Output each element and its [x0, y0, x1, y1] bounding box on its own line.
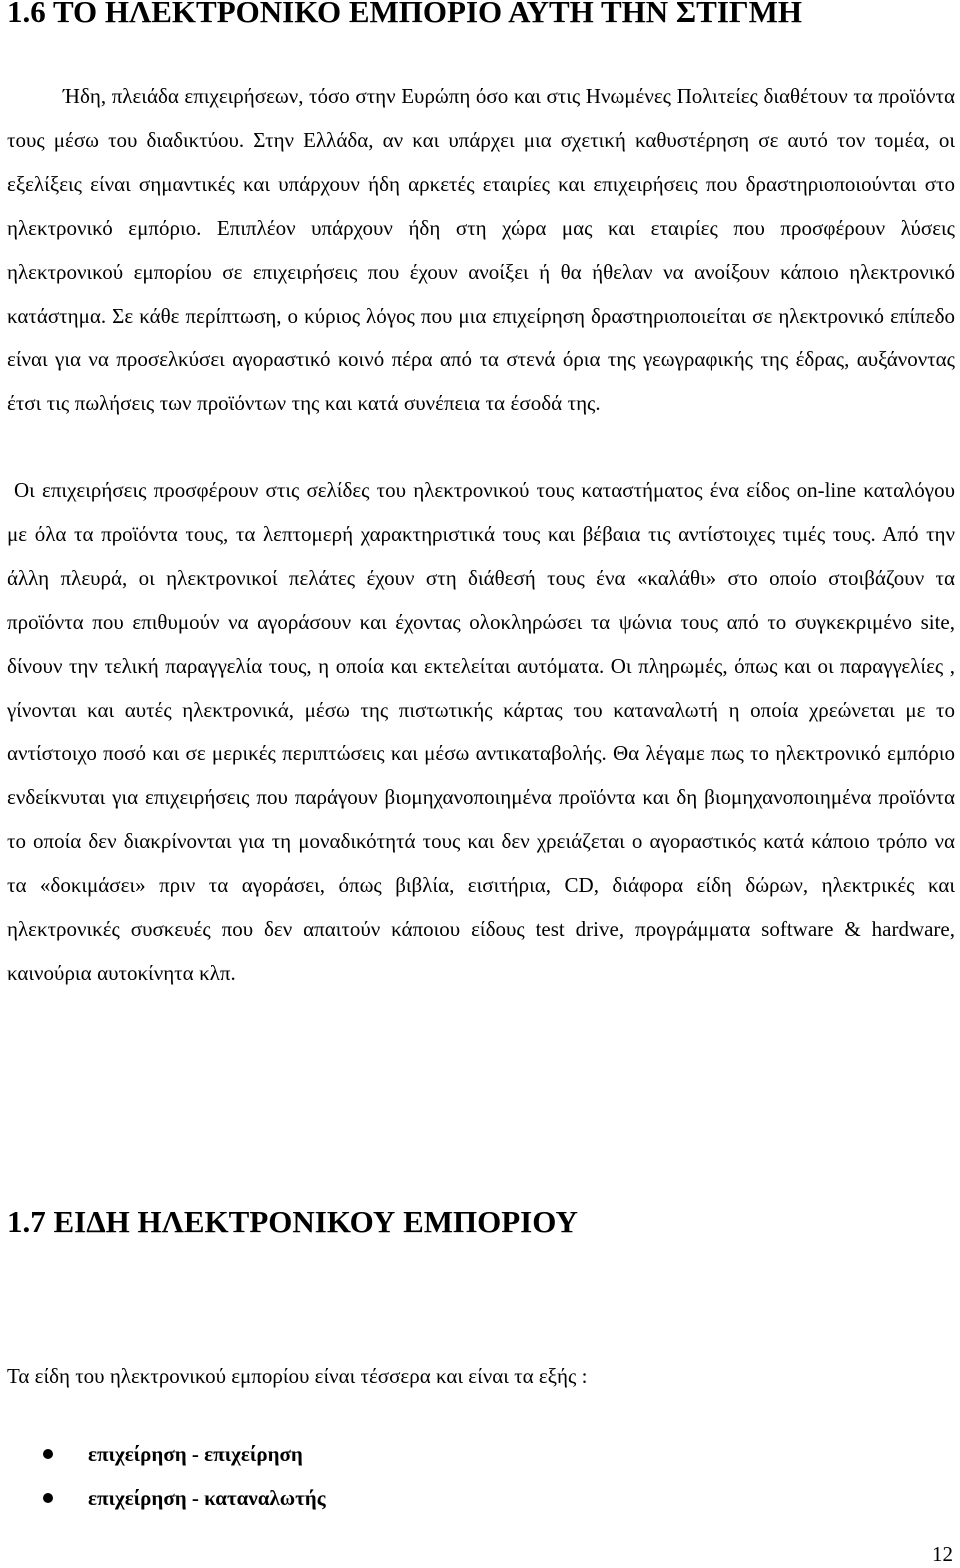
paragraph-online-catalog: Οι επιχειρήσεις προσφέρουν στις σελίδες του ηλεκτρονικού τους καταστήματος ένα είδος on-line καταλόγου με όλα τα προϊόντα τους, τα λεπτομερή χαρακτηριστικά τους και βέβαια τις αντίστοιχες τιμές τους. Από την άλλη πλευρά, οι ηλεκτρονικοί πελάτες έχουν στη διάθεσή τους ένα «καλάθι» στο οποίο στοιβάζουν τα προϊόντα που επιθυμούν να αγοράσουν και έχοντας ολοκληρώσει τα ψώνια τους από το συγκεκριμένο site, δίνουν την τελική παραγγελία τους, η οποία και εκτελείται αυτόματα. Οι πληρωμές, όπως και οι παραγγελίες , γίνονται και αυτές ηλεκτρονικά, μέσω της πιστωτικής κάρτας του καταναλωτή η οποία χρεώνεται με το αντίστοιχο ποσό και σε μερικές περιπτώσεις και μέσω αντικαταβολής. Θα λέγαμε πως το ηλεκτρονικό εμπόριο ενδείκνυται για επιχειρήσεις που παράγουν βιομηχανοποιημένα προϊόντα και δη βιομηχανοποιημένα προϊόντα το οποία δεν διακρίνονται για τη μοναδικότητά τους και δεν χρειάζεται ο αγοραστικός κατά κάποιο τρόπο να τα «δοκιμάσει» πριν τα αγοράσει, όπως βιβλία, εισιτήρια, CD, διάφορα είδη δώρων, ηλεκτρικές και ηλεκτρονικές συσκευές που δεν απαιτούν κάποιου είδους test drive, προγράμματα software & hardware, καινούρια αυτοκίνητα κλπ. — [7, 478, 955, 985]
section-heading-1-6: 1.6 ΤΟ ΗΛΕΚΤΡΟΝΙΚΟ ΕΜΠΟΡΙΟ ΑΥΤΗ ΤΗΝ ΣΤΙΓΜΗ — [7, 0, 802, 29]
list-item-text: επιχείρηση - επιχείρηση — [88, 1442, 303, 1466]
page-number: 12 — [932, 1542, 953, 1566]
bullet-icon — [43, 1449, 53, 1459]
list-item-text: επιχείρηση - καταναλωτής — [88, 1486, 326, 1510]
bullet-icon — [43, 1493, 53, 1503]
section-heading-1-7: 1.7 ΕΙΔΗ ΗΛΕΚΤΡΟΝΙΚΟΥ ΕΜΠΟΡΙΟΥ — [7, 1204, 578, 1239]
paragraph-ecommerce-current: Ήδη, πλειάδα επιχειρήσεων, τόσο στην Ευρώπη όσο και στις Ηνωμένες Πολιτείες διαθέτουν τα προϊόντα τους μέσω του διαδικτύου. Στην Ελλάδα, αν και υπάρχει μια σχετική καθυστέρηση σε αυτό τον τομέα, οι εξελίξεις είναι σημαντικές και υπάρχουν ήδη αρκετές εταιρίες και επιχειρήσεις που δραστηριοποιούνται στο ηλεκτρονικό εμπόριο. Επιπλέον υπάρχουν ήδη στη χώρα μας και εταιρίες που προσφέρουν λύσεις ηλεκτρονικού εμπορίου σε επιχειρήσεις που έχουν ανοίξει ή θα ήθελαν να ανοίξουν κάποιο ηλεκτρονικό κατάστημα. Σε κάθε περίπτωση, ο κύριος λόγος που μια επιχείρηση δραστηριοποιείται σε ηλεκτρονικό επίπεδο είναι για να προσελκύσει αγοραστικό κοινό πέρα από τα στενά όρια της γεωγραφικής της έδρας, αυξάνοντας έτσι τις πωλήσεις των προϊόντων της και κατά συνέπεια τα έσοδά της. — [7, 84, 955, 416]
paragraph-types-intro: Τα είδη του ηλεκτρονικού εμπορίου είναι τέσσερα και είναι τα εξής : — [7, 1364, 588, 1388]
